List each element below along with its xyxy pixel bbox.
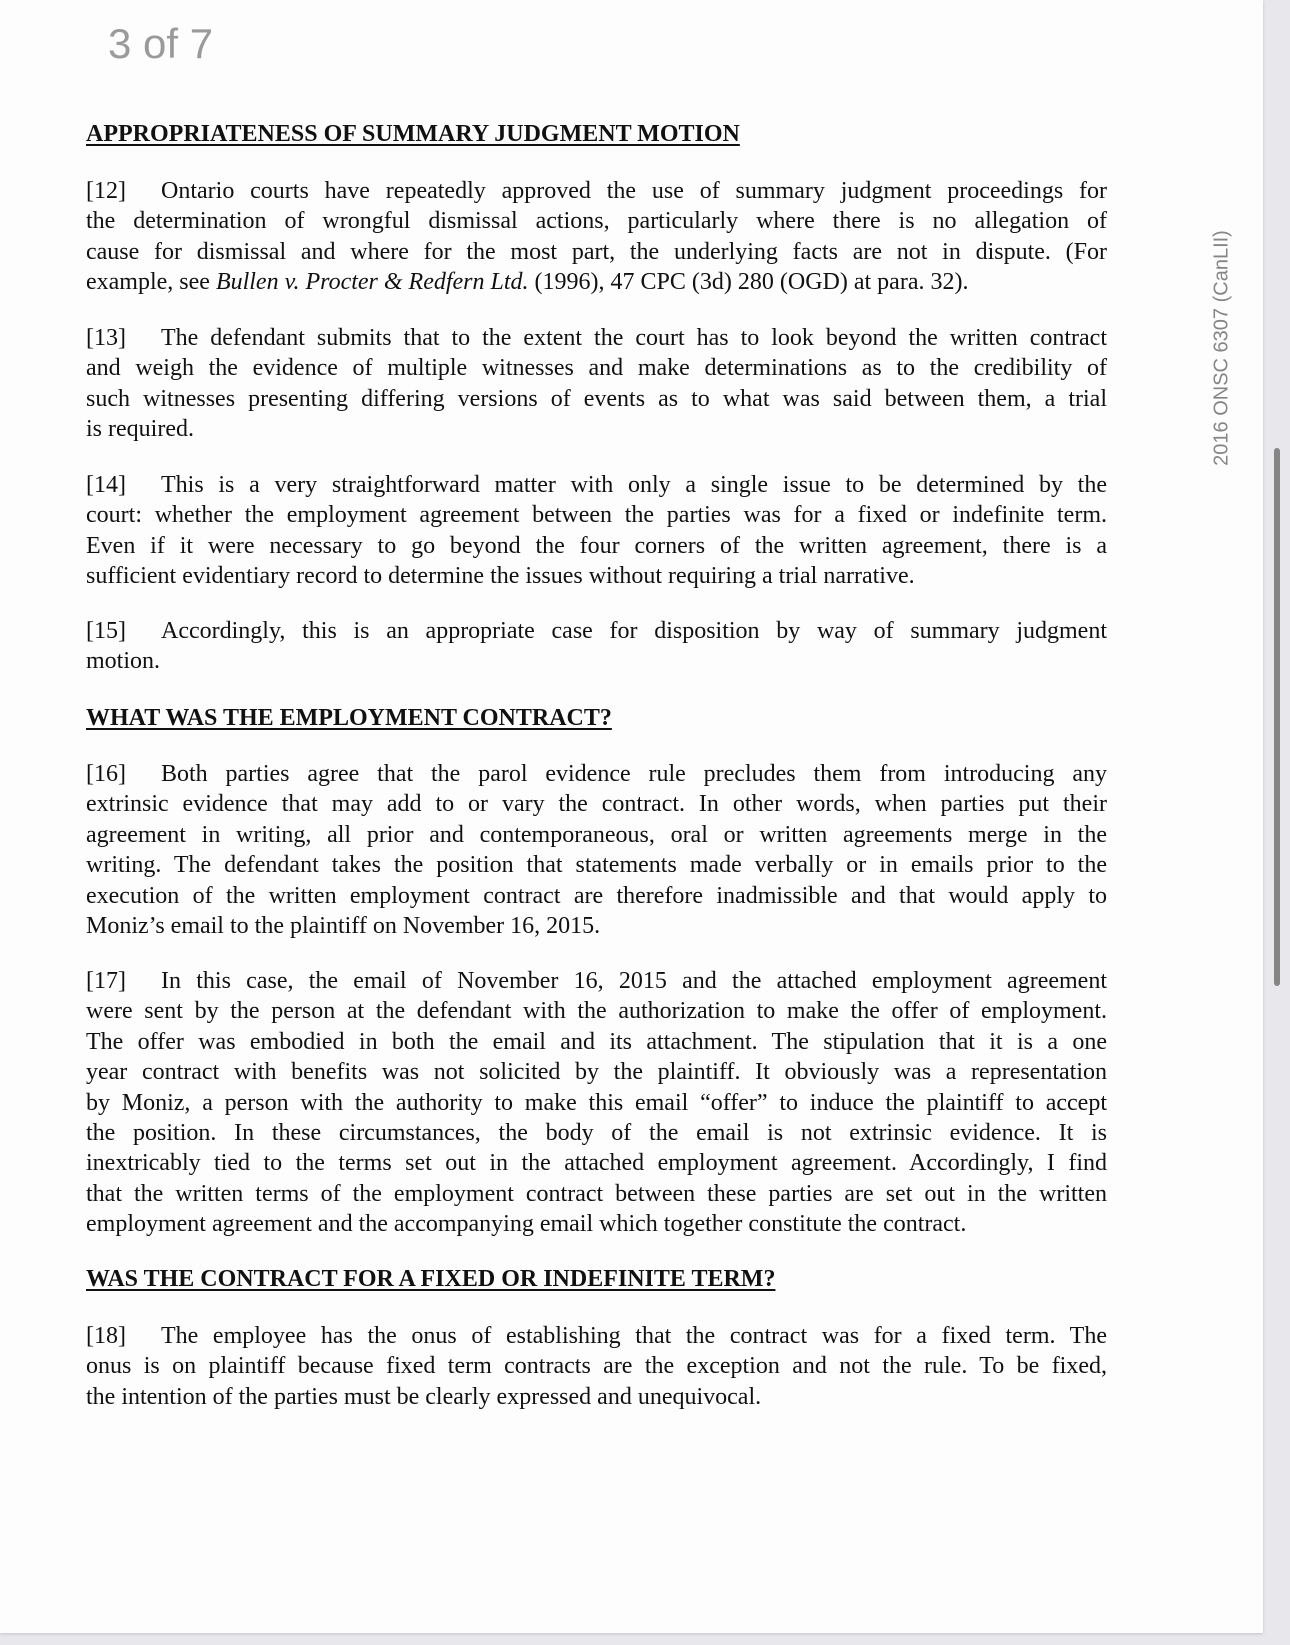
paragraph-line [86,1382,1107,1412]
paragraph-number: [13] [86,325,126,351]
vertical-scrollbar[interactable] [1274,448,1280,986]
paragraph-line [86,323,1107,353]
text-segment: employment agreement and the accompanying email which together constitute the contract. [86,1211,967,1238]
paragraph [86,1321,1107,1412]
paragraph-line [86,1027,1107,1057]
text-segment: The offer was embodied in both the email and its attachment. The stipulation that it is a one [86,1028,1107,1055]
paragraph-line [86,646,1107,676]
text-segment: cause for dismissal and where for the most part, the underlying facts are not in dispute. (For [86,238,1107,265]
paragraph-line [86,267,1107,297]
section-heading [86,119,1107,149]
text-segment: The employee has the onus of establishing that the contract was for a fixed term. The [161,1323,1107,1349]
paragraph [86,759,1107,941]
paragraph-line [86,237,1107,267]
text-segment: the determination of wrongful dismissal actions, particularly where there is no allegation of [86,208,1107,235]
paragraph-number: [17] [86,968,126,994]
text-segment: inextricably tied to the terms set out in the attached employment agreement. Accordingly, I find [86,1150,1107,1177]
paragraph-line [86,414,1107,444]
section-heading-text: APPROPRIATENESS OF SUMMARY JUDGMENT MOTION [86,121,740,147]
paragraph [86,616,1107,677]
paragraph-line [86,1118,1107,1148]
text-segment: year contract with benefits was not solicited by the plaintiff. It obviously was a representation [86,1059,1107,1086]
text-segment: such witnesses presenting differing versions of events as to what was said between them, a trial [86,385,1107,412]
text-segment: sufficient evidentiary record to determine the issues without requiring a trial narrative. [86,563,915,590]
paragraph-number: [12] [86,178,126,204]
paragraph-line [86,176,1107,206]
case-citation: Bullen v. Procter & Redfern Ltd. [215,269,529,296]
paragraph-line [86,1057,1107,1087]
text-segment: is required. [86,416,194,443]
text-segment: Both parties agree that the parol evidence rule precludes them from introducing any [161,761,1107,787]
text-segment: the intention of the parties must be clearly expressed and unequivocal. [86,1383,762,1410]
paragraph-line [86,561,1107,591]
text-segment: Ontario courts have repeatedly approved the use of summary judgment proceedings for [161,178,1107,204]
paragraph-line [86,206,1107,236]
text-segment: by Moniz, a person with the authority to make this email “offer” to induce the plaintiff to accept [86,1089,1107,1116]
paragraph-line [86,500,1107,530]
paragraph-line [86,384,1107,414]
paragraph-number: [14] [86,472,126,498]
paragraph-line [86,850,1107,880]
text-segment: agreement in writing, all prior and contemporaneous, oral or written agreements merge in the [86,821,1107,848]
text-segment: writing. The defendant takes the position that statements made verbally or in emails prior to the [86,852,1107,879]
section-heading [86,1264,1107,1294]
paragraph-line [86,1351,1107,1381]
paragraph-line [86,531,1107,561]
text-segment: were sent by the person at the defendant with the authorization to make the offer of employment. [86,998,1107,1025]
page-counter: 3 of 7 [108,20,214,67]
text-segment: Even if it were necessary to go beyond the four corners of the written agreement, there is a [86,532,1107,559]
paragraph-number: [15] [86,618,126,644]
paragraph [86,176,1107,298]
paragraph-number: [18] [86,1323,126,1349]
paragraph-line [86,759,1107,789]
paragraph-line [86,966,1107,996]
text-segment: (1996), 47 CPC (3d) 280 (OGD) at para. 32). [528,269,969,296]
text-segment: In this case, the email of November 16, 2015 and the attached employment agreement [161,968,1107,994]
text-segment: Moniz’s email to the plaintiff on November 16, 2015. [86,912,601,939]
paragraph-line [86,470,1107,500]
text-segment: The defendant submits that to the extent the court has to look beyond the written contract [161,325,1107,351]
paragraph-line [86,1179,1107,1209]
text-segment: This is a very straightforward matter with only a single issue to be determined by the [161,472,1107,498]
section-heading-text: WAS THE CONTRACT FOR A FIXED OR INDEFINITE TERM? [86,1266,776,1292]
citation-watermark: 2016 ONSC 6307 (CanLII) [1210,230,1233,466]
text-segment: Accordingly, this is an appropriate case for disposition by way of summary judgment [161,618,1107,644]
text-segment: the position. In these circumstances, the body of the email is not extrinsic evidence. It is [86,1119,1107,1146]
paragraph-number: [16] [86,761,126,787]
section-heading [86,703,1107,733]
paragraph-line [86,820,1107,850]
paragraph-line [86,1209,1107,1239]
paragraph-line [86,911,1107,941]
text-segment: onus is on plaintiff because fixed term contracts are the exception and not the rule. To be fixed, [86,1353,1107,1380]
section-heading-text: WHAT WAS THE EMPLOYMENT CONTRACT? [86,705,612,731]
paragraph-line [86,353,1107,383]
paragraph-line [86,1321,1107,1351]
paragraph-line [86,789,1107,819]
text-segment: motion. [86,648,161,675]
text-segment: extrinsic evidence that may add to or vary the contract. In other words, when parties put their [86,791,1107,818]
text-segment: that the written terms of the employment contract between these parties are set out in the written [86,1180,1107,1207]
text-segment: and weigh the evidence of multiple witnesses and make determinations as to the credibility of [86,355,1107,382]
paragraph-line [86,616,1107,646]
paragraph-line [86,1148,1107,1178]
paragraph [86,323,1107,445]
paragraph-line [86,1088,1107,1118]
paragraph [86,470,1107,592]
text-segment: execution of the written employment contract are therefore inadmissible and that would apply to [86,882,1107,909]
paragraph-line [86,996,1107,1026]
text-segment: example, see [86,269,216,296]
text-segment: court: whether the employment agreement between the parties was for a fixed or indefinite term. [86,502,1107,529]
paragraph [86,966,1107,1240]
paragraph-line [86,881,1107,911]
